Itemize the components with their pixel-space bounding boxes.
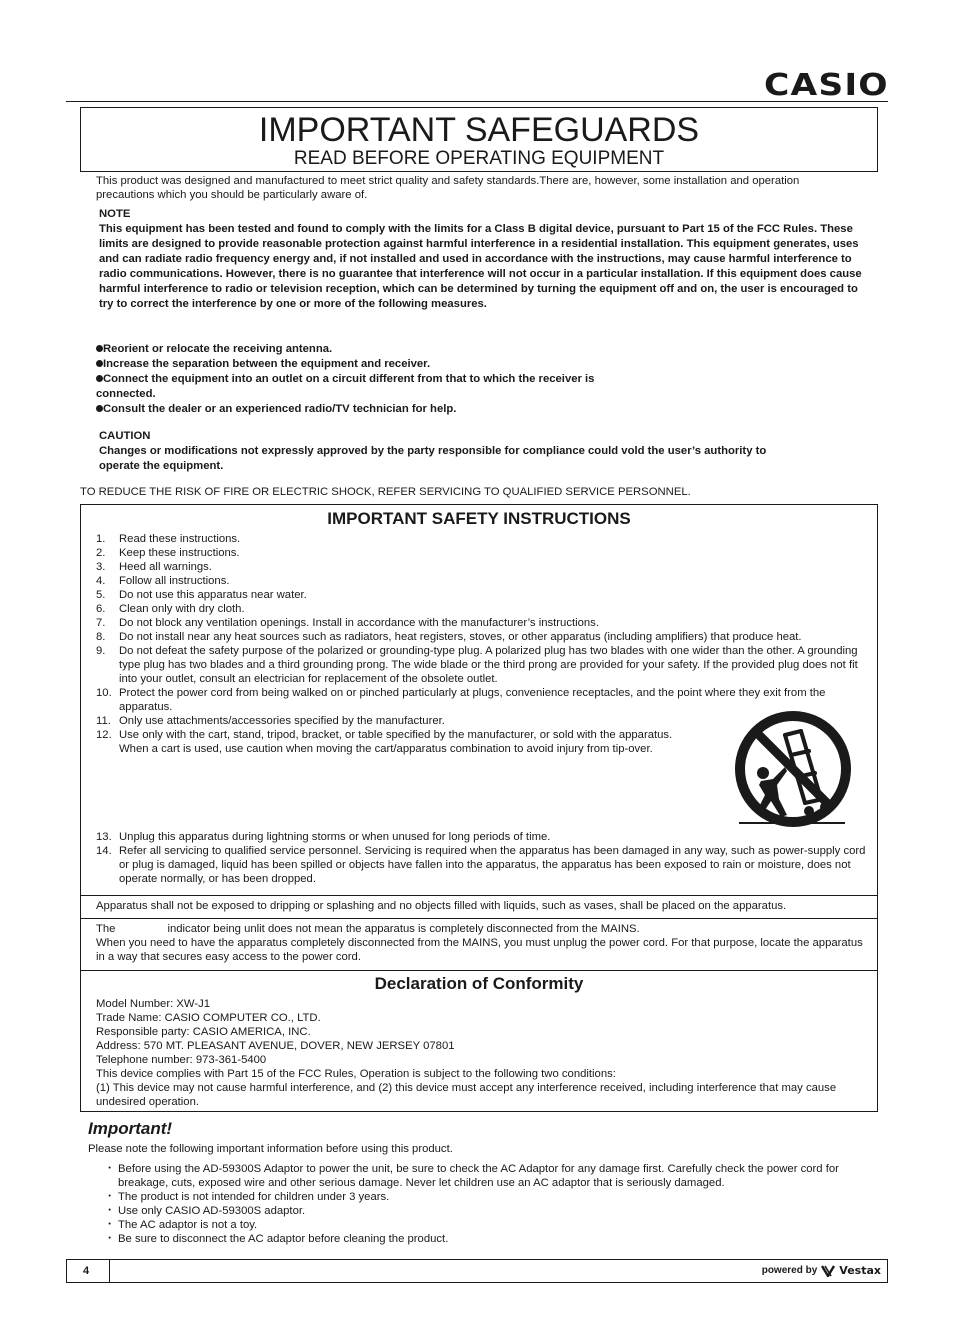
conformity-line: Trade Name: CASIO COMPUTER CO., LTD. bbox=[96, 1012, 321, 1024]
bullet-icon bbox=[96, 360, 103, 367]
list-item: 4. Follow all instructions. bbox=[96, 575, 230, 587]
footer bbox=[66, 1259, 888, 1283]
conformity-line: Responsible party: CASIO AMERICA, INC. bbox=[96, 1026, 311, 1038]
list-item: 9. Do not defeat the safety purpose of the polarized or grounding-type plug. A polarized plug has two blades with one wider than the other. A grounding type plug has two blades and a third grounding prong. The wide blade or the third prong are provided for your safety. If the provided plug does not fit into your outlet, consult an electrician for replacement of the obsolete outlet. bbox=[96, 645, 858, 685]
vestax-logo-icon bbox=[821, 1265, 835, 1277]
safety-list-continued bbox=[96, 830, 866, 886]
dripping-notice: Apparatus shall not be exposed to dripping or splashing and no objects filled with liquids, such as vases, shall be placed on the apparatus. bbox=[96, 900, 787, 912]
list-item: ・ Before using the AD-59300S Adaptor to power the unit, be sure to check the AC Adaptor for any damage first. Carefully check the power cord for breakage, cuts, exposed wire and other serious damage. Never let children use an AC adaptor that is seriously damaged. bbox=[104, 1163, 839, 1189]
mains-notice-box bbox=[80, 918, 878, 971]
bullet-icon bbox=[96, 375, 103, 382]
powered-by-label: powered by bbox=[761, 1265, 818, 1276]
list-item: 3. Heed all warnings. bbox=[96, 561, 212, 573]
conformity-heading: Declaration of Conformity bbox=[374, 974, 584, 993]
important-list bbox=[104, 1162, 866, 1246]
list-item: 2. Keep these instructions. bbox=[96, 547, 240, 559]
list-item: Connect the equipment into an outlet on a circuit different from that to which the receiver is connected. bbox=[96, 373, 595, 400]
intro-text: This product was designed and manufactured to meet strict quality and safety standards.There are, however, some installation and operation precautions which you should be particularly aware of. bbox=[96, 175, 800, 201]
conformity-line: (1) This device may not cause harmful interference, and (2) this device must accept any interference received, including interference that may cause undesired operation. bbox=[96, 1082, 837, 1108]
conformity-details bbox=[96, 997, 866, 1109]
title-box bbox=[80, 107, 878, 172]
safety-instructions-box bbox=[80, 504, 878, 896]
measures-list bbox=[96, 342, 616, 417]
safety-heading: IMPORTANT SAFETY INSTRUCTIONS bbox=[327, 509, 631, 528]
list-item: Consult the dealer or an experienced radio/TV technician for help. bbox=[96, 402, 616, 417]
caution-body: Changes or modifications not expressly approved by the party responsible for compliance could vold the user’s authority to operate the equipment. bbox=[99, 445, 767, 472]
list-item: 10. Protect the power cord from being walked on or pinched particularly at plugs, convenience receptacles, and the point where they exit from the apparatus. bbox=[96, 687, 826, 713]
conformity-line: This device complies with Part 15 of the FCC Rules, Operation is subject to the following two conditions: bbox=[96, 1068, 616, 1080]
cart-warning-icon bbox=[727, 707, 859, 833]
caution-heading: CAUTION bbox=[99, 430, 151, 442]
list-item: 7. Do not block any ventilation openings. Install in accordance with the manufacturer’s instructions. bbox=[96, 617, 599, 629]
list-item: ・ Use only CASIO AD-59300S adaptor. bbox=[104, 1205, 306, 1217]
dripping-notice-box bbox=[80, 894, 878, 919]
conformity-line: Model Number: XW-J1 bbox=[96, 998, 211, 1010]
list-item: 12. Use only with the cart, stand, tripod, bracket, or table specified by the manufacturer, or sold with the apparatus. When a cart is used, use caution when moving the cart/apparatus combination to avoid injury from tip-over. bbox=[96, 729, 673, 755]
page-subtitle: READ BEFORE OPERATING EQUIPMENT bbox=[293, 148, 665, 169]
list-item: ・ The AC adaptor is not a toy. bbox=[104, 1219, 258, 1231]
list-item: Increase the separation between the equipment and receiver. bbox=[96, 357, 616, 372]
list-item: ・ The product is not intended for children under 3 years. bbox=[104, 1191, 390, 1203]
risk-notice: TO REDUCE THE RISK OF FIRE OR ELECTRIC SHOCK, REFER SERVICING TO QUALIFIED SERVICE PERSONNEL. bbox=[80, 486, 691, 498]
vestax-wordmark: Vestax bbox=[839, 1264, 881, 1277]
important-intro: Please note the following important information before using this product. bbox=[88, 1143, 453, 1155]
mains-line-2: When you need to have the apparatus completely disconnected from the MAINS, you must unplug the power cord. For that purpose, locate the apparatus in a way that secures easy access to the power cord. bbox=[96, 937, 863, 963]
list-item: 13. Unplug this apparatus during lightning storms or when unused for long periods of time. bbox=[96, 831, 551, 843]
list-item: 14. Refer all servicing to qualified service personnel. Servicing is required when the apparatus has been damaged in any way, such as power-supply cord or plug is damaged, liquid has been spilled or objects have fallen into the apparatus, the apparatus has been exposed to rain or moisture, does not operate normally, or has been dropped. bbox=[96, 845, 866, 885]
mains-notice bbox=[96, 922, 866, 964]
list-item: 5. Do not use this apparatus near water. bbox=[96, 589, 307, 601]
list-item: 11. Only use attachments/accessories specified by the manufacturer. bbox=[96, 715, 445, 727]
list-item: Reorient or relocate the receiving antenna. bbox=[96, 342, 616, 357]
header-rule bbox=[66, 101, 888, 102]
page-number: 4 bbox=[67, 1260, 110, 1282]
powered-by bbox=[762, 1264, 881, 1277]
mains-line-1: The indicator being unlit does not mean the apparatus is completely disconnected from the MAINS. bbox=[96, 923, 640, 935]
list-item: 8. Do not install near any heat sources such as radiators, heat registers, stoves, or other apparatus (including amplifiers) that produce heat. bbox=[96, 631, 802, 643]
list-item: ・ Be sure to disconnect the AC adaptor before cleaning the product. bbox=[104, 1233, 449, 1245]
conformity-line: Address: 570 MT. PLEASANT AVENUE, DOVER, NEW JERSEY 07801 bbox=[96, 1040, 455, 1052]
list-item: 6. Clean only with dry cloth. bbox=[96, 603, 245, 615]
conformity-line: Telephone number: 973-361-5400 bbox=[96, 1054, 267, 1066]
list-item: 1. Read these instructions. bbox=[96, 533, 241, 545]
note-body: This equipment has been tested and found to comply with the limits for a Class B digital device, pursuant to Part 15 of the FCC Rules. These limits are designed to provide reasonable protection against harmful interference in a residential installation. This equipment generates, uses and can radiate radio frequency energy and, if not installed and used in accordance with the instructions, may cause harmful interference to radio communications. However, there is no guarantee that interference will not occur in a particular installation. If this equipment does cause harmful interference to radio or television reception, which can be determined by turning the equipment off and on, the user is encouraged to try to correct the interference by one or more of the following measures. bbox=[99, 223, 862, 310]
important-heading: Important! bbox=[88, 1119, 173, 1138]
note-heading: NOTE bbox=[99, 208, 131, 220]
page-title: IMPORTANT SAFEGUARDS bbox=[258, 111, 700, 149]
bullet-icon bbox=[96, 405, 103, 412]
casio-logo: CASIO bbox=[764, 68, 889, 103]
bullet-icon bbox=[96, 345, 103, 352]
conformity-box bbox=[80, 970, 878, 1112]
